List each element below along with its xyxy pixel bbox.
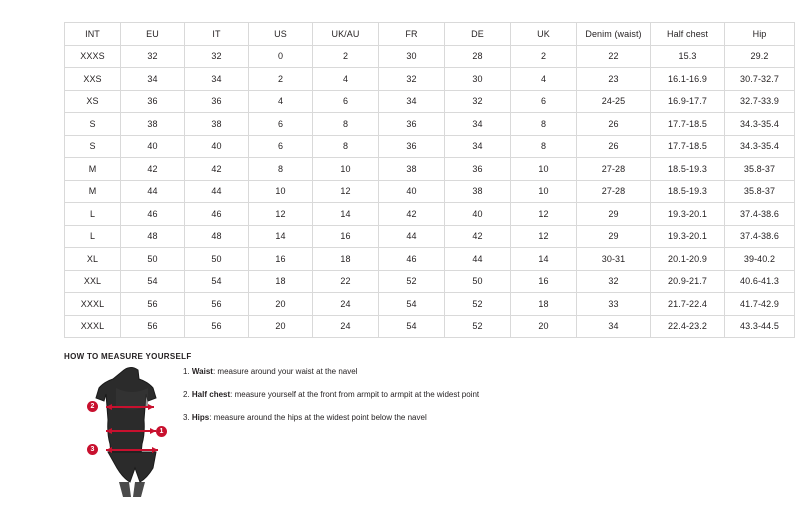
cell-uk: 8	[511, 135, 577, 158]
cell-it: 32	[185, 45, 249, 68]
table-row	[65, 248, 795, 271]
cell-denim: 27-28	[577, 180, 651, 203]
cell-denim: 34	[577, 315, 651, 338]
cell-half-chest: 21.7-22.4	[651, 293, 725, 316]
cell-half-chest: 19.3-20.1	[651, 225, 725, 248]
cell-uk: 12	[511, 203, 577, 226]
cell-denim: 26	[577, 135, 651, 158]
cell-int: XXXS	[65, 45, 121, 68]
cell-fr: 34	[379, 90, 445, 113]
cell-uk: 14	[511, 248, 577, 271]
cell-hip: 35.8-37	[725, 158, 795, 181]
cell-denim: 33	[577, 293, 651, 316]
cell-fr: 52	[379, 270, 445, 293]
cell-ukau: 24	[313, 293, 379, 316]
cell-us: 18	[249, 270, 313, 293]
cell-int: L	[65, 225, 121, 248]
cell-half-chest: 16.9-17.7	[651, 90, 725, 113]
cell-de: 32	[445, 90, 511, 113]
cell-int: L	[65, 203, 121, 226]
cell-fr: 38	[379, 158, 445, 181]
cell-it: 36	[185, 90, 249, 113]
cell-eu: 34	[121, 68, 185, 91]
cell-fr: 36	[379, 135, 445, 158]
cell-denim: 29	[577, 203, 651, 226]
cell-int: S	[65, 113, 121, 136]
cell-half-chest: 18.5-19.3	[651, 158, 725, 181]
how-to-item-number: 3.	[183, 413, 190, 422]
how-to-item-text: : measure yourself at the front from armpit to armpit at the widest point	[230, 390, 480, 399]
cell-eu: 36	[121, 90, 185, 113]
cell-us: 8	[249, 158, 313, 181]
cell-eu: 32	[121, 45, 185, 68]
measure-badge-3: 3	[87, 444, 98, 455]
cell-hip: 37.4-38.6	[725, 225, 795, 248]
cell-int: M	[65, 158, 121, 181]
cell-uk: 16	[511, 270, 577, 293]
cell-ukau: 22	[313, 270, 379, 293]
cell-de: 36	[445, 158, 511, 181]
cell-us: 0	[249, 45, 313, 68]
cell-ukau: 4	[313, 68, 379, 91]
column-header-hip: Hip	[725, 23, 795, 46]
cell-de: 42	[445, 225, 511, 248]
cell-de: 50	[445, 270, 511, 293]
table-row	[65, 203, 795, 226]
cell-int: XXXL	[65, 293, 121, 316]
how-to-measure-title: HOW TO MEASURE YOURSELF	[64, 352, 192, 361]
cell-half-chest: 17.7-18.5	[651, 135, 725, 158]
cell-eu: 40	[121, 135, 185, 158]
cell-eu: 56	[121, 293, 185, 316]
cell-half-chest: 22.4-23.2	[651, 315, 725, 338]
measure-badge-2: 2	[87, 401, 98, 412]
column-header-de: DE	[445, 23, 511, 46]
cell-int: M	[65, 180, 121, 203]
cell-eu: 42	[121, 158, 185, 181]
cell-us: 10	[249, 180, 313, 203]
cell-hip: 43.3-44.5	[725, 315, 795, 338]
cell-de: 44	[445, 248, 511, 271]
cell-ukau: 24	[313, 315, 379, 338]
size-conversion-table	[64, 22, 795, 338]
cell-ukau: 18	[313, 248, 379, 271]
cell-fr: 42	[379, 203, 445, 226]
cell-uk: 8	[511, 113, 577, 136]
cell-denim: 23	[577, 68, 651, 91]
cell-half-chest: 17.7-18.5	[651, 113, 725, 136]
cell-ukau: 2	[313, 45, 379, 68]
table-row	[65, 315, 795, 338]
cell-ukau: 6	[313, 90, 379, 113]
cell-eu: 48	[121, 225, 185, 248]
how-to-item-hips	[183, 412, 603, 423]
cell-it: 54	[185, 270, 249, 293]
cell-hip: 34.3-35.4	[725, 135, 795, 158]
cell-denim: 24-25	[577, 90, 651, 113]
table-row	[65, 135, 795, 158]
column-header-half-chest: Half chest	[651, 23, 725, 46]
how-to-measure-list	[183, 366, 603, 435]
cell-uk: 18	[511, 293, 577, 316]
cell-de: 52	[445, 315, 511, 338]
size-table-container	[64, 22, 779, 338]
cell-int: XL	[65, 248, 121, 271]
cell-uk: 4	[511, 68, 577, 91]
measure-badge-1: 1	[156, 426, 167, 437]
cell-fr: 40	[379, 180, 445, 203]
how-to-item-text: : measure around the hips at the widest point below the navel	[209, 413, 427, 422]
cell-it: 40	[185, 135, 249, 158]
column-header-int: INT	[65, 23, 121, 46]
cell-it: 48	[185, 225, 249, 248]
mannequin-figure	[86, 366, 178, 501]
table-row	[65, 45, 795, 68]
cell-int: XXXL	[65, 315, 121, 338]
cell-fr: 54	[379, 315, 445, 338]
cell-de: 34	[445, 135, 511, 158]
cell-denim: 27-28	[577, 158, 651, 181]
cell-it: 50	[185, 248, 249, 271]
cell-hip: 32.7-33.9	[725, 90, 795, 113]
cell-int: XXS	[65, 68, 121, 91]
cell-us: 16	[249, 248, 313, 271]
how-to-item-term: Half chest	[191, 390, 231, 399]
cell-ukau: 14	[313, 203, 379, 226]
cell-hip: 41.7-42.9	[725, 293, 795, 316]
cell-hip: 35.8-37	[725, 180, 795, 203]
column-header-it: IT	[185, 23, 249, 46]
column-header-denim-waist: Denim (waist)	[577, 23, 651, 46]
cell-int: XS	[65, 90, 121, 113]
cell-hip: 34.3-35.4	[725, 113, 795, 136]
cell-ukau: 10	[313, 158, 379, 181]
cell-ukau: 8	[313, 113, 379, 136]
cell-eu: 54	[121, 270, 185, 293]
cell-uk: 10	[511, 158, 577, 181]
how-to-item-number: 2.	[183, 390, 190, 399]
cell-fr: 44	[379, 225, 445, 248]
cell-half-chest: 20.9-21.7	[651, 270, 725, 293]
cell-eu: 46	[121, 203, 185, 226]
cell-int: XXL	[65, 270, 121, 293]
how-to-item-waist	[183, 366, 603, 377]
cell-de: 52	[445, 293, 511, 316]
how-to-item-half-chest	[183, 389, 603, 400]
cell-us: 20	[249, 293, 313, 316]
cell-de: 30	[445, 68, 511, 91]
column-header-eu: EU	[121, 23, 185, 46]
table-row	[65, 68, 795, 91]
cell-it: 38	[185, 113, 249, 136]
cell-it: 44	[185, 180, 249, 203]
cell-denim: 26	[577, 113, 651, 136]
cell-us: 6	[249, 135, 313, 158]
cell-denim: 30-31	[577, 248, 651, 271]
cell-us: 12	[249, 203, 313, 226]
cell-it: 46	[185, 203, 249, 226]
cell-denim: 22	[577, 45, 651, 68]
cell-eu: 44	[121, 180, 185, 203]
cell-ukau: 8	[313, 135, 379, 158]
cell-hip: 39-40.2	[725, 248, 795, 271]
column-header-uk: UK	[511, 23, 577, 46]
cell-half-chest: 20.1-20.9	[651, 248, 725, 271]
table-row	[65, 180, 795, 203]
table-row	[65, 293, 795, 316]
cell-it: 56	[185, 293, 249, 316]
cell-hip: 40.6-41.3	[725, 270, 795, 293]
cell-int: S	[65, 135, 121, 158]
cell-hip: 37.4-38.6	[725, 203, 795, 226]
table-row	[65, 225, 795, 248]
cell-eu: 38	[121, 113, 185, 136]
cell-uk: 20	[511, 315, 577, 338]
cell-uk: 12	[511, 225, 577, 248]
cell-us: 2	[249, 68, 313, 91]
cell-us: 6	[249, 113, 313, 136]
table-row	[65, 90, 795, 113]
cell-de: 40	[445, 203, 511, 226]
cell-half-chest: 15.3	[651, 45, 725, 68]
cell-denim: 29	[577, 225, 651, 248]
column-header-us: US	[249, 23, 313, 46]
how-to-item-term: Hips	[191, 413, 210, 422]
table-row	[65, 270, 795, 293]
cell-fr: 32	[379, 68, 445, 91]
cell-fr: 36	[379, 113, 445, 136]
cell-ukau: 12	[313, 180, 379, 203]
cell-denim: 32	[577, 270, 651, 293]
table-header-row	[65, 23, 795, 46]
cell-us: 4	[249, 90, 313, 113]
cell-half-chest: 18.5-19.3	[651, 180, 725, 203]
cell-ukau: 16	[313, 225, 379, 248]
how-to-item-number: 1.	[183, 367, 190, 376]
cell-us: 20	[249, 315, 313, 338]
cell-half-chest: 19.3-20.1	[651, 203, 725, 226]
cell-half-chest: 16.1-16.9	[651, 68, 725, 91]
how-to-item-text: : measure around your waist at the navel	[212, 367, 358, 376]
table-row	[65, 113, 795, 136]
cell-it: 34	[185, 68, 249, 91]
cell-fr: 30	[379, 45, 445, 68]
cell-fr: 46	[379, 248, 445, 271]
cell-us: 14	[249, 225, 313, 248]
cell-eu: 56	[121, 315, 185, 338]
cell-it: 56	[185, 315, 249, 338]
column-header-ukau: UK/AU	[313, 23, 379, 46]
cell-fr: 54	[379, 293, 445, 316]
cell-de: 34	[445, 113, 511, 136]
column-header-fr: FR	[379, 23, 445, 46]
cell-uk: 2	[511, 45, 577, 68]
cell-uk: 10	[511, 180, 577, 203]
cell-hip: 30.7-32.7	[725, 68, 795, 91]
table-row	[65, 158, 795, 181]
cell-uk: 6	[511, 90, 577, 113]
cell-de: 28	[445, 45, 511, 68]
how-to-item-term: Waist	[191, 367, 213, 376]
cell-hip: 29.2	[725, 45, 795, 68]
cell-eu: 50	[121, 248, 185, 271]
cell-it: 42	[185, 158, 249, 181]
cell-de: 38	[445, 180, 511, 203]
